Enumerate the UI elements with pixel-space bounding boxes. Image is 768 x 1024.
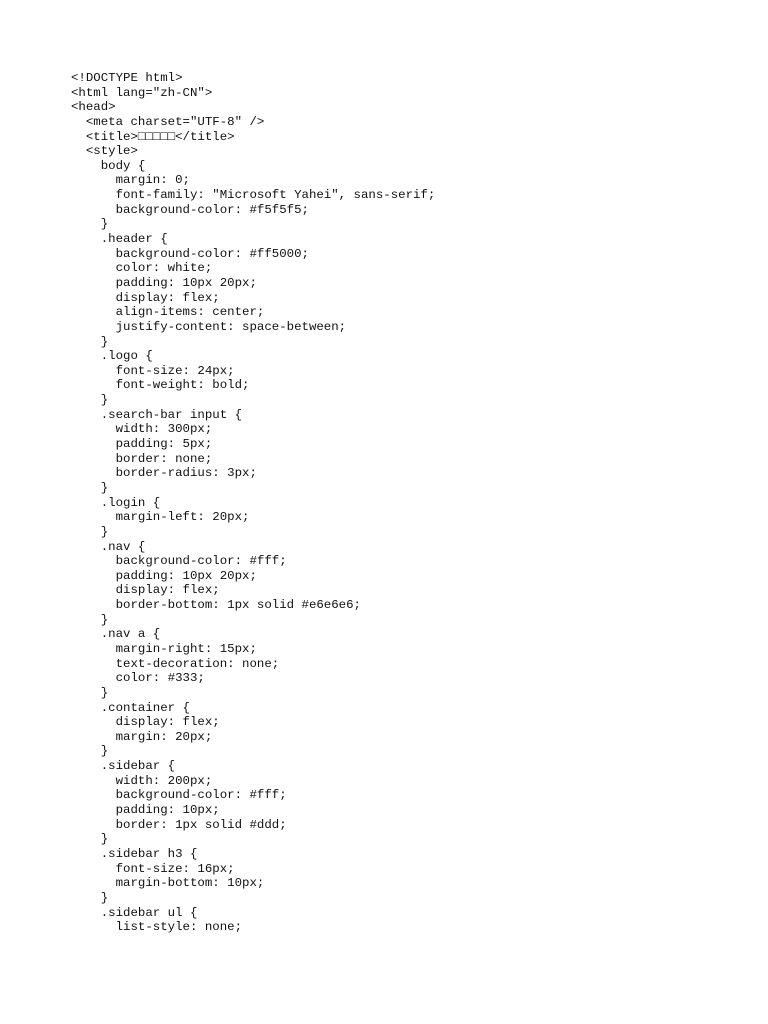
code-line: .sidebar h3 { [71, 846, 198, 861]
code-line: padding: 10px 20px; [71, 568, 257, 583]
code-line: } [71, 744, 109, 759]
code-line: align-items: center; [71, 305, 265, 320]
code-line: display: flex; [71, 290, 220, 305]
code-line: .header { [71, 232, 168, 247]
code-line: .search-bar input { [71, 407, 243, 422]
code-line: width: 200px; [71, 773, 213, 788]
code-line: display: flex; [71, 583, 220, 598]
code-line: } [71, 685, 109, 700]
code-line: border: none; [71, 451, 213, 466]
code-line: .logo { [71, 349, 153, 364]
code-line: border-radius: 3px; [71, 466, 257, 481]
code-line: } [71, 334, 109, 349]
code-line: .sidebar ul { [71, 905, 198, 920]
code-listing [71, 71, 435, 935]
code-line: } [71, 217, 109, 232]
code-line: background-color: #fff; [71, 788, 287, 803]
code-line: <title>□□□□□</title> [71, 129, 235, 144]
code-line: <html lang="zh-CN"> [71, 85, 213, 100]
code-line: body { [71, 158, 146, 173]
code-line: <!DOCTYPE html> [71, 71, 183, 85]
code-line: font-size: 24px; [71, 363, 235, 378]
code-line: background-color: #fff; [71, 554, 287, 569]
code-line: } [71, 832, 109, 847]
code-line: list-style: none; [71, 920, 243, 935]
code-line: border-bottom: 1px solid #e6e6e6; [71, 598, 361, 613]
code-line: .sidebar { [71, 759, 176, 774]
code-line: text-decoration: none; [71, 656, 280, 671]
code-line: .container { [71, 700, 190, 715]
code-line: margin: 0; [71, 173, 190, 188]
code-line: color: white; [71, 261, 213, 276]
code-line: .nav a { [71, 627, 161, 642]
code-line: <head> [71, 100, 116, 115]
code-line: width: 300px; [71, 422, 213, 437]
code-line: margin-left: 20px; [71, 510, 250, 525]
code-line: .login { [71, 495, 161, 510]
code-line: } [71, 393, 109, 408]
code-line: .nav { [71, 539, 146, 554]
code-line: color: #333; [71, 671, 205, 686]
code-line: padding: 5px; [71, 437, 213, 452]
code-line: background-color: #ff5000; [71, 246, 309, 261]
code-line: padding: 10px; [71, 803, 220, 818]
code-line: } [71, 524, 109, 539]
code-line: border: 1px solid #ddd; [71, 817, 287, 832]
code-line: font-weight: bold; [71, 378, 250, 393]
code-line: font-size: 16px; [71, 861, 235, 876]
code-line: margin: 20px; [71, 729, 213, 744]
code-line: } [71, 890, 109, 905]
code-line: background-color: #f5f5f5; [71, 202, 309, 217]
code-line: <meta charset="UTF-8" /> [71, 114, 265, 129]
code-line: } [71, 612, 109, 627]
code-line: justify-content: space-between; [71, 319, 347, 334]
code-line: display: flex; [71, 715, 220, 730]
code-line: <style> [71, 144, 138, 159]
code-line: padding: 10px 20px; [71, 275, 257, 290]
code-line: margin-bottom: 10px; [71, 876, 265, 891]
code-line: margin-right: 15px; [71, 641, 257, 656]
code-line: } [71, 480, 109, 495]
code-line: font-family: "Microsoft Yahei", sans-serif; [71, 188, 436, 203]
